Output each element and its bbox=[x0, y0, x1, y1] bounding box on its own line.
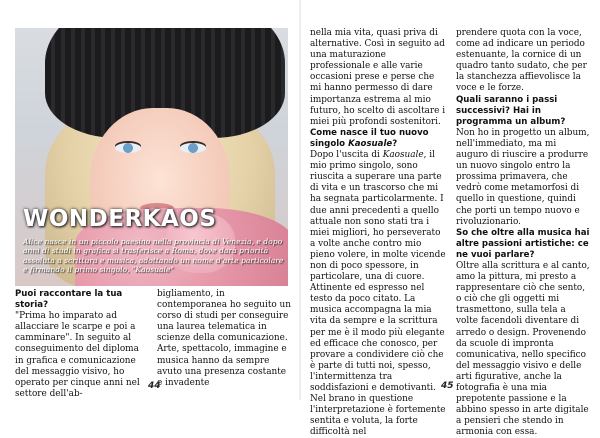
answer-1-part-1: "Prima ho imparato ad allacciare le scarpe e poi a camminare". In seguito al conseguimento del diploma in grafica e comunicazione del messaggio visivo, ho operato per cinque anni nel settore dell'ab- bbox=[15, 311, 140, 399]
page-number-left: 44 bbox=[148, 381, 161, 391]
cover-photo bbox=[15, 28, 288, 286]
column-4 bbox=[456, 28, 590, 438]
answer-2-part-2: prendere quota con la voce, come ad indicare un periodo estenuante, la cornice di un quadro tanto sudato, che per la stanchezza affievolisce la voce e le forze. bbox=[456, 28, 587, 94]
photo-left-eye bbox=[115, 143, 141, 153]
question-4: So che oltre alla musica hai altre passioni artistiche: ce ne vuoi parlare? bbox=[456, 227, 590, 260]
answer-2-title: Kaosuale bbox=[382, 150, 424, 161]
question-2 bbox=[310, 128, 446, 150]
question-3: Quali saranno i passi successivi? Hai in programma un album? bbox=[456, 94, 566, 127]
answer-2-post: , il mio primo singolo, sono riuscita a superare una parte di vita e un trascorso che mi ha segnata particolarmente. I due anni precedenti a quello attuale non sono stati tra i miei migliori, ho perseverato a volte anche contro mio pieno volere, in molte vicende non di poco spessore, in particolare, una di cuore. Attinente ed espresso nel testo da poco citato. La musica accompagna la mia vita da sempre e la scrittura per me è il modo più elegante ed efficace che conosco, per provare a condividere ciò che è parte di tutti noi, spesso, l'intermittenza tra soddisfazioni e demotivanti. Nel brano in questione l'interpretazione è fortemente sentita e voluta, la forte difficoltà nel bbox=[310, 150, 446, 438]
question-2-pre: Come nasce il tuo nuovo singolo bbox=[310, 127, 429, 149]
photo-right-eye bbox=[180, 143, 206, 153]
question-2-title: Kaosuale bbox=[348, 138, 393, 149]
answer-2-pre: Dopo l'uscita di bbox=[310, 150, 383, 161]
page-gutter bbox=[299, 0, 301, 400]
column-3 bbox=[310, 28, 446, 438]
article-title: WONDERKAOS bbox=[23, 206, 217, 232]
photo-caption: Alice nasce in un piccolo paesino nella provincia di Venezia, e dopo anni di studi in grafica si trasferisce a Roma, dove darà priorità assoluta a scrittura e musica, adottando un nome d'arte particolare e firmando il primo singolo, "Kaosuale" bbox=[23, 237, 284, 275]
answer-4: Oltre alla scrittura e al canto, amo la pittura, mi presto a rappresentare ciò che sento, o ciò che gli oggetti mi trasmettono, sulla tela a volte facendoli diventare di arredo o design. Provenendo da scuole di impronta comunicativa, nello specifico del messaggio visivo e delle arti figurative, anche la fotografia è una mia prepotente passione e la abbino spesso in arte digitale a pensieri che stendo in armonia con essa. bbox=[456, 260, 590, 438]
column-1 bbox=[15, 289, 149, 400]
answer-1-part-2: bigliamento, in contemporanea ho seguito un corso di studi per conseguire una laurea telematica in scienze della comunicazione. Arte, spettacolo, immagine e musica hanno da sempre avuto una presenza costante e invadente bbox=[157, 289, 291, 388]
question-2-post: ? bbox=[392, 138, 398, 149]
question-1: Puoi raccontare la tua storia? bbox=[15, 289, 123, 311]
answer-3: Non ho in progetto un album, nell'immediato, ma mi auguro di riuscire a produrre un nuovo singolo entro la prossima primavera, che vedrò come metamorfosi di quello in questione, quindi che porti un tempo nuovo e rivoluzionario. bbox=[456, 127, 590, 227]
answer-2-part-1 bbox=[310, 150, 446, 438]
answer-1-part-3: nella mia vita, quasi priva di alternative. Così in seguito ad una maturazione professionale e alle varie occasioni prese e perse che mi hanno permesso di dare importanza estrema al mio futuro, ho scelto di ascoltare i miei più profondi sostenitori. bbox=[310, 28, 446, 127]
page-number-right: 45 bbox=[441, 381, 454, 391]
column-2 bbox=[157, 289, 292, 389]
